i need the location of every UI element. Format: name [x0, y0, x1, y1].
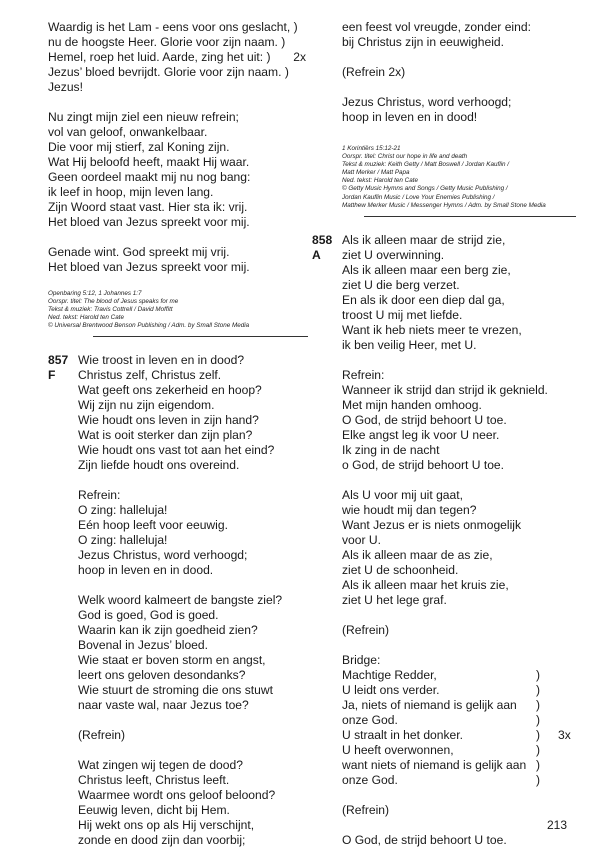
refrain-marker: (Refrein) — [342, 622, 390, 637]
credit-line: Oorspr. titel: Christ our hope in life and death — [342, 153, 468, 161]
lyric-line: Eén hoop leeft voor eeuwig. — [78, 518, 228, 533]
bridge-line: U heeft overwonnen, ) — [342, 742, 541, 757]
refrain-marker: (Refrein) — [78, 728, 126, 743]
lyric-line: Wie troost in leven en in dood? — [78, 353, 245, 368]
credit-line: Matt Merker / Matt Papa — [342, 169, 410, 177]
lyric-line: Jezus Christus, word verhoogd; — [342, 95, 512, 109]
lyric-line: Jezus’ bloed bevrijdt. Glorie voor zijn naam. ) — [48, 65, 289, 79]
left-column — [48, 20, 306, 848]
bridge-line: Machtige Redder, ) — [342, 667, 541, 682]
right-column — [312, 20, 576, 848]
bridge-line: Ja, niets of niemand is gelijk aan ) — [342, 697, 541, 712]
lyric-line: Want Jezus er is niets onmogelijk — [342, 517, 522, 532]
song-body — [78, 353, 306, 848]
lyric-line: hoop in leven en in dood. — [78, 563, 214, 578]
lyric-line: Wie houdt ons vast tot aan het eind? — [78, 443, 275, 458]
lyric-line: ziet U de schoonheid. — [342, 562, 459, 577]
lyric-line: Als U voor mij uit gaat, — [342, 487, 463, 502]
credit-line: Jordan Kauflin Music / Love Your Enemies Publishing / — [342, 193, 495, 201]
credit-line: Ned. tekst: Harold ten Cate — [48, 314, 124, 322]
lyric-line: God is goed, God is goed. — [78, 608, 219, 623]
lyric-line: Welk woord kalmeert de bangste ziel? — [78, 593, 283, 608]
song-key: A — [312, 247, 321, 262]
lyric-line: Christus zelf, Christus zelf. — [78, 368, 222, 383]
song-number: 858 — [312, 232, 333, 247]
lyric-line: En als ik door een diep dal ga, — [342, 292, 505, 307]
credit-line: Ned. tekst: Harold ten Cate — [342, 177, 418, 185]
lyric-line: Waardig is het Lam - eens voor ons geslacht, ) — [48, 20, 298, 34]
lyric-line: troost U mij met liefde. — [342, 307, 463, 322]
song-continued-block-2 — [48, 110, 306, 230]
lyric-line: Wie stuurt de stroming die ons stuwt — [78, 683, 273, 698]
lyric-line: een feest vol vreugde, zonder eind: — [342, 20, 531, 34]
lyric-line: O God, de strijd behoort U toe. — [342, 832, 507, 847]
lyric-line: Waarmee wordt ons geloof beloond? — [78, 788, 276, 803]
song-857-continued — [312, 20, 576, 210]
song-credits — [48, 290, 306, 330]
lyric-line: bij Christus zijn in eeuwigheid. — [342, 35, 505, 49]
repeat-marker: 3x — [558, 727, 571, 742]
lyric-line: Wie staat er boven storm en angst, — [78, 653, 266, 668]
lyric-line: Wat is ooit sterker dan zijn plan? — [78, 428, 253, 443]
bridge-line: U leidt ons verder. ) — [342, 682, 541, 697]
bridge-line: onze God. ) — [342, 772, 541, 787]
lyric-line: Wat Hij beloofd heeft, maakt Hij waar. — [48, 155, 250, 169]
song-number-block — [312, 233, 342, 848]
lyric-line: Wat zingen wij tegen de dood? — [78, 758, 243, 773]
credit-line: 1 Korintiërs 15:12-21 — [342, 145, 401, 152]
bridge-line: onze God. ) — [342, 712, 541, 727]
lyric-line: Als ik alleen maar het kruis zie, — [342, 577, 509, 592]
lyric-line: ik leef in hoop, mijn leven lang. — [48, 185, 214, 199]
lyric-line: Waarin kan ik zijn goedheid zien? — [78, 623, 258, 638]
lyric-line: Christus leeft, Christus leeft. — [78, 773, 230, 788]
lyric-line: Als ik alleen maar de as zie, — [342, 547, 493, 562]
lyric-line: Als ik alleen maar de strijd zie, — [342, 232, 506, 247]
song-857 — [48, 353, 306, 848]
lyric-line: Wij zijn nu zijn eigendom. — [78, 398, 215, 413]
page-number: 213 — [547, 818, 568, 832]
refrain-marker: (Refrein) — [342, 802, 390, 817]
credit-line: Openbaring 5:12, 1 Johannes 1:7 — [48, 290, 142, 297]
lyric-line: ziet U die berg verzet. — [342, 277, 460, 292]
lyric-line: Jezus Christus, word verhoogd; — [78, 548, 248, 563]
lyric-line: o God, de strijd behoort U toe. — [342, 457, 505, 472]
lyric-line: Eeuwig leven, dicht bij Hem. — [78, 803, 230, 818]
lyric-line: Geen oordeel maakt mij nu nog bang: — [48, 170, 251, 184]
lyric-line: vol van geloof, onwankelbaar. — [48, 125, 208, 139]
lyric-line: Ik zing in de nacht — [342, 442, 440, 457]
song-credits — [342, 145, 576, 210]
song-body — [342, 233, 578, 848]
song-number: 857 — [48, 353, 69, 368]
lyric-line: O God, de strijd behoort U toe. — [342, 412, 507, 427]
song-key: F — [48, 368, 56, 383]
lyric-line: Zijn liefde houdt ons overeind. — [78, 458, 240, 473]
lyric-line: Genade wint. God spreekt mij vrij. — [48, 245, 230, 259]
lyric-line: ziet U overwinning. — [342, 247, 445, 262]
lyric-line: Zijn Woord staat vast. Hier sta ik: vrij. — [48, 200, 248, 214]
lyric-line: O zing: halleluja! — [78, 533, 168, 548]
lyric-line: Wie houdt ons leven in zijn hand? — [78, 413, 259, 428]
lyric-line: Jezus! — [48, 80, 83, 94]
lyric-line: Want ik heb niets meer te vrezen, — [342, 322, 522, 337]
lyric-line: wie houdt mij dan tegen? — [342, 502, 477, 517]
lyric-line: Wanneer ik strijd dan strijd ik geknield. — [342, 382, 548, 397]
credit-line: Matthew Merker Music / Messenger Hymns / Adm. by Small Stone Media — [342, 201, 546, 209]
song-858 — [312, 233, 576, 848]
lyric-line: naar vaste wal, naar Jezus toe? — [78, 698, 249, 713]
refrain-label: Refrein: — [78, 488, 121, 503]
lyric-line: Als ik alleen maar een berg zie, — [342, 262, 511, 277]
lyric-line: hoop in leven en in dood! — [342, 110, 478, 124]
lyric-line: Met mijn handen omhoog. — [342, 397, 482, 412]
lyric-line: Die voor mij stierf, zal Koning zijn. — [48, 140, 230, 154]
repeat-marker: 2x — [293, 50, 306, 64]
lyric-line: Nu zingt mijn ziel een nieuw refrein; — [48, 110, 239, 124]
credit-line: Tekst & muziek: Travis Cottrell / David Moffitt — [48, 306, 173, 314]
bridge-label: Bridge: — [342, 652, 381, 667]
credit-line: © Universal Brentwood Benson Publishing / Adm. by Small Stone Media — [48, 322, 250, 330]
refrain-label: Refrein: — [342, 367, 385, 382]
lyric-line: Hemel, roep het luid. Aarde, zing het uit: ) 2x — [48, 50, 306, 64]
credit-line: Oorspr. titel: The blood of Jesus speaks for me — [48, 298, 179, 306]
lyric-line: Het bloed van Jezus spreekt voor mij. — [48, 215, 250, 229]
lyric-line: O zing: halleluja! — [78, 503, 168, 518]
lyric-line: ziet U het lege graf. — [342, 592, 447, 607]
lyric-line: Hij wekt ons op als Hij verschijnt, — [78, 818, 255, 833]
section-divider — [364, 216, 576, 217]
lyric-line: zonde en dood zijn dan voorbij; — [78, 833, 246, 848]
lyric-line: Wat geeft ons zekerheid en hoop? — [78, 383, 262, 398]
song-number-block — [48, 353, 78, 848]
lyric-line: Het bloed van Jezus spreekt voor mij. — [48, 260, 250, 274]
song-continued-block-3 — [48, 245, 306, 275]
lyric-line: Bovenal in Jezus’ bloed. — [78, 638, 208, 653]
lyric-line: leert ons geloven desondanks? — [78, 668, 246, 683]
lyric-line: ik ben veilig Heer, met U. — [342, 337, 477, 352]
lyric-line: voor U. — [342, 532, 381, 547]
refrain-marker: (Refrein 2x) — [342, 65, 406, 79]
lyric-line: nu de hoogste Heer. Glorie voor zijn naam. ) — [48, 35, 286, 49]
bridge-line: want niets of niemand is gelijk aan ) — [342, 757, 541, 772]
bridge-line: U straalt in het donker. ) 3x — [342, 728, 578, 743]
lyric-line: Elke angst leg ik voor U neer. — [342, 427, 500, 442]
credit-line: © Getty Music Hymns and Songs / Getty Music Publishing / — [342, 185, 508, 193]
section-divider — [93, 336, 308, 337]
song-continued-block-1 — [48, 20, 306, 95]
credit-line: Tekst & muziek: Keith Getty / Matt Boswell / Jordan Kauflin / — [342, 161, 510, 169]
